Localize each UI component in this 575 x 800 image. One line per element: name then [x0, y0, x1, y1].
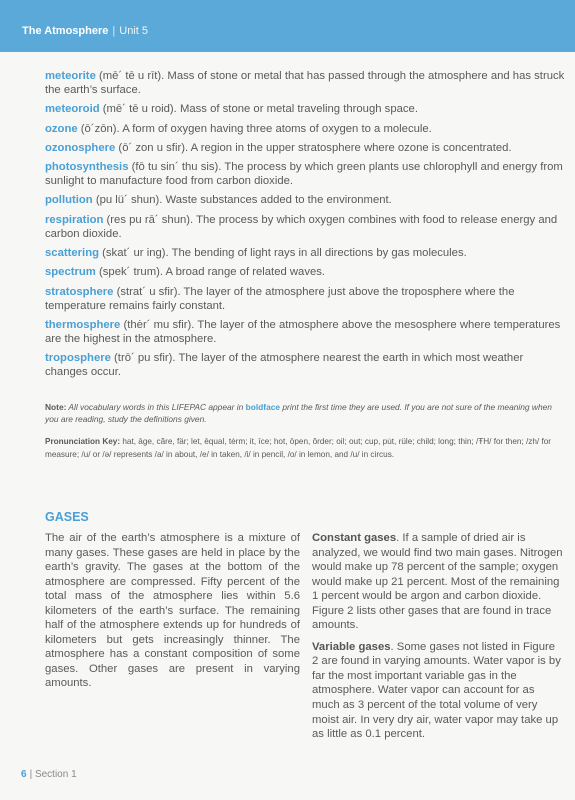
vocab-entry-photosynthesis [45, 160, 567, 188]
vocab-term: respiration [45, 213, 104, 226]
gases-intro-paragraph: The air of the earth’s atmosphere is a mixture of many gases. These gases are held in place by the earth’s gravity. The gases at the bottom of the atmosphere are compressed. Fifty percent of the total mass of the atmosphere lies within 5.6 kilometers of the earth’s surface. The remaining half of the atmosphere extends up for hundreds of kilometers but gets increasingly thinner. The atmosphere has a constant composition of some gases. Other gases are present in varying amounts. [45, 532, 300, 690]
vocab-pronunciation: (res pu rā´ shun). [103, 213, 194, 226]
note-boldface-word: boldface [245, 402, 281, 412]
gases-left-column [45, 531, 300, 691]
vocab-term: thermosphere [45, 318, 121, 331]
vocab-definition: The process by which green plants use chlorophyll and energy from sunlight to manufacture food from carbon dioxide. [45, 161, 563, 188]
vocab-term: pollution [45, 194, 93, 207]
header-unit: Unit 5 [119, 25, 148, 37]
vocab-term: stratosphere [45, 285, 114, 298]
page-footer [21, 769, 77, 780]
vocab-definition: A broad range of related waves. [163, 266, 326, 279]
vocab-entry-ozone [45, 122, 567, 136]
page-number: 6 [21, 769, 27, 780]
vocab-entry-meteoroid [45, 102, 567, 116]
pronunciation-label: Pronunciation Key: [45, 437, 121, 446]
vocab-pronunciation: (strat´ u sfir). [113, 285, 181, 298]
vocab-term: meteorite [45, 70, 96, 82]
vocab-definition: The process by which oxygen combines with food to release energy and carbon dioxide. [45, 213, 558, 240]
vocab-definition: Mass of stone or metal traveling through space. [176, 103, 418, 116]
vocab-definition: The layer of the atmosphere just above the troposphere where the temperature remains fairly constant. [45, 285, 515, 312]
vocab-entry-respiration [45, 213, 567, 241]
note-text-before: All vocabulary words in this LIFEPAC appear in [66, 402, 246, 412]
variable-gases-paragraph [312, 640, 564, 742]
header-title: The Atmosphere [22, 25, 109, 37]
vocab-pronunciation: (ō´ zon u sfir). [115, 141, 189, 154]
vocab-definition: The layer of the atmosphere nearest the earth in which most weather changes occur. [45, 352, 524, 379]
section-heading-gases: GASES [45, 510, 89, 524]
vocab-entry-ozonosphere [45, 141, 567, 155]
note-label: Note: [45, 402, 67, 412]
vocab-term: ozonosphere [45, 141, 116, 154]
vocab-pronunciation: (mē´ tē u roid). [99, 103, 177, 116]
pronunciation-key [45, 436, 567, 461]
vocab-entry-stratosphere [45, 285, 567, 313]
variable-gases-text: . Some gases not listed in Figure 2 are found in varying amounts. Water vapor is by far the most important variable gas in the atmosphere. Water vapor can account for as much as 3 percent of the total volume of very moist air. In very dry air, water vapor may take up as little as 0.1 percent. [312, 640, 561, 741]
gases-right-column [312, 531, 564, 749]
vocab-term: ozone [45, 122, 78, 135]
footer-section: Section 1 [34, 769, 77, 780]
constant-gases-title: Constant gases [312, 532, 397, 544]
vocab-pronunciation: (skat´ ur ing). [99, 247, 169, 260]
running-header [22, 25, 148, 37]
variable-gases-title: Variable gases [312, 640, 391, 653]
vocab-pronunciation: (mē´ tē u rīt). [95, 70, 165, 82]
vocabulary-note [45, 402, 565, 425]
vocab-definition: A form of oxygen having three atoms of oxygen to a molecule. [119, 122, 432, 135]
vocab-entry-troposphere [45, 351, 567, 379]
header-separator: | [112, 25, 116, 37]
vocab-definition: The bending of light rays in all directions by gas molecules. [168, 247, 467, 260]
vocab-definition: Mass of stone or metal that has passed through the atmosphere and has struck the earth’s surface. [45, 70, 565, 96]
vocab-term: meteoroid [45, 103, 100, 116]
vocab-definition: Waste substances added to the environment. [162, 194, 392, 207]
vocab-pronunciation: (spek´ trum). [95, 266, 164, 279]
vocab-term: spectrum [45, 266, 96, 279]
footer-separator: | [29, 769, 33, 780]
vocab-entry-thermosphere [45, 318, 567, 346]
page-header-bar [0, 0, 575, 52]
vocab-term: scattering [45, 247, 99, 260]
vocab-entry-spectrum [45, 265, 567, 279]
vocab-definition: The layer of the atmosphere above the mesosphere where temperatures are the highest in the atmosphere. [45, 318, 561, 345]
vocab-entry-scattering [45, 246, 567, 260]
vocabulary-list [45, 69, 567, 385]
note-text-after: print the first time they are used. If you are not sure of the meaning when you are reading, study the definitions given. [45, 402, 552, 424]
vocab-term: photosynthesis [45, 161, 129, 174]
vocab-pronunciation: (fō tu sin´ thu sis). [128, 161, 222, 174]
constant-gases-paragraph [312, 531, 564, 633]
vocab-pronunciation: (pu lü´ shun). [92, 194, 163, 207]
vocab-pronunciation: (thėr´ mu sfir). [120, 318, 195, 331]
vocab-definition: A region in the upper stratosphere where ozone is concentrated. [188, 141, 512, 154]
vocab-pronunciation: (ō´zōn). [77, 122, 120, 135]
pronunciation-text: hat, āge, cãre, fär; let, ēqual, tėrm; it, īce; hot, ōpen, ôrder; oil; out; cup, pu̇t, rüle; child; long; thin; /ŦH/ for then; /zh/ for measure; /u/ or /ə/ represents /a/ in about, /e/ in taken, /i/ in pencil, /o/ in lemon, and /u/ in circus. [45, 437, 552, 459]
vocab-pronunciation: (trō´ pu sfir). [110, 352, 176, 365]
vocab-entry-meteorite [45, 69, 567, 97]
constant-gases-text: . If a sample of dried air is analyzed, we would find two main gases. Nitrogen would make up 78 percent of the sample; oxygen would make up 21 percent. Most of the remaining 1 percent would be argon and carbon dioxide. Figure 2 lists other gases that are found in trace amounts. [312, 532, 563, 632]
vocab-entry-pollution [45, 193, 567, 207]
vocab-term: troposphere [45, 352, 111, 365]
